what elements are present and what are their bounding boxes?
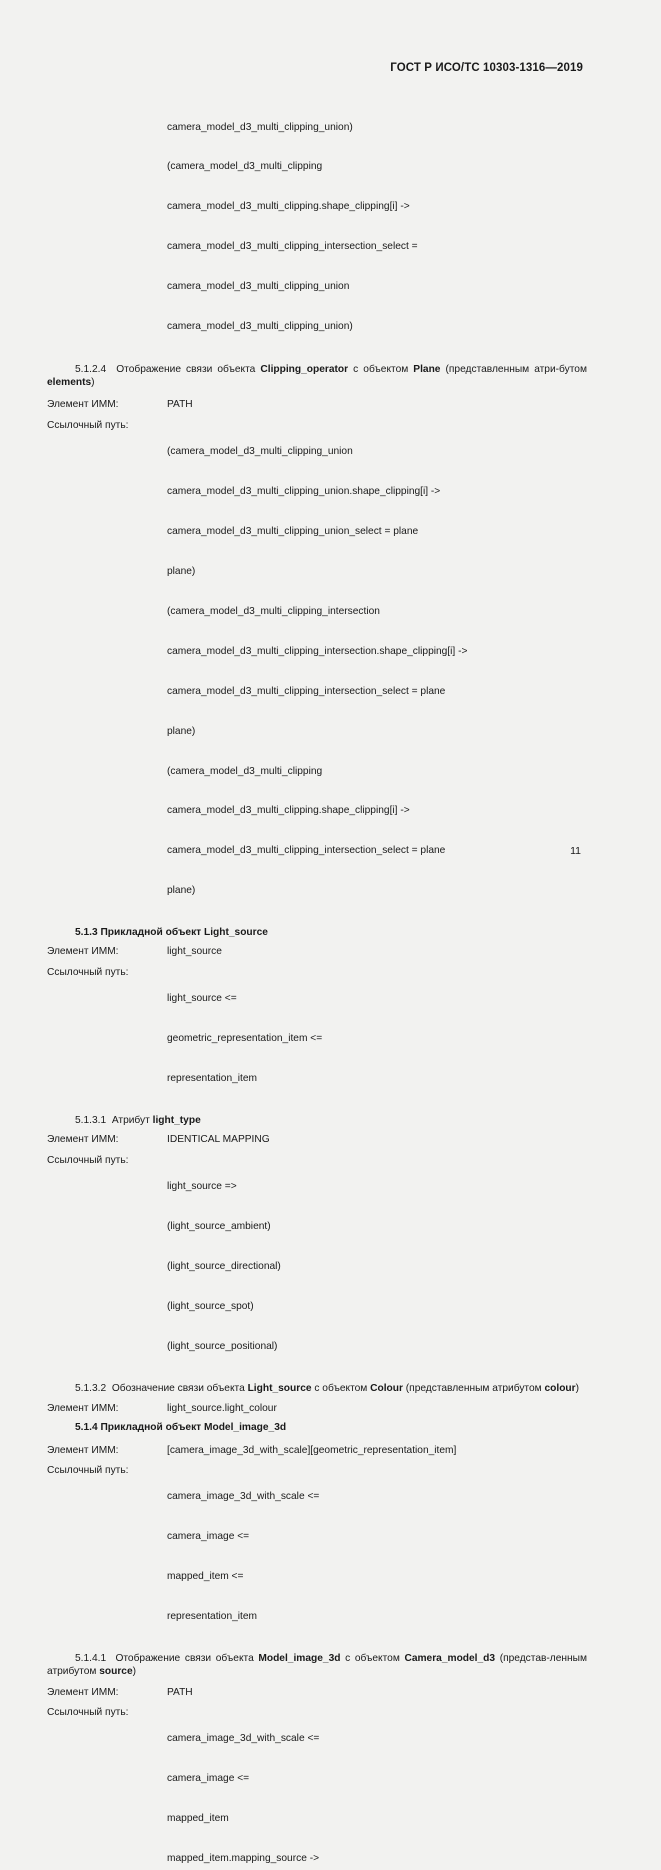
section-number: 5.1.2.4 xyxy=(75,363,107,375)
reference-path-row xyxy=(47,1706,587,1870)
aim-element-value: [camera_image_3d_with_scale][geometric_representation_item] xyxy=(167,1444,457,1456)
reference-path-row xyxy=(47,966,587,1112)
reference-path-value xyxy=(167,1464,587,1650)
reference-path-label: Ссылочный путь: xyxy=(47,419,129,431)
section-5-1-2-4-paragraph xyxy=(47,363,587,390)
reference-path-label: Ссылочный путь: xyxy=(47,1154,129,1166)
code-line: plane) xyxy=(167,885,196,897)
entity-name: Light_source xyxy=(247,1382,312,1394)
aim-element-row xyxy=(47,1133,587,1146)
code-line: camera_image_3d_with_scale <= xyxy=(167,1491,320,1503)
para-text: Отображение связи объекта xyxy=(115,1652,259,1664)
code-line: camera_model_d3_multi_clipping_union.shape_clipping[i] -> xyxy=(167,486,441,498)
code-line: (light_source_spot) xyxy=(167,1300,254,1312)
intro-code-block xyxy=(167,94,587,360)
code-line: camera_model_d3_multi_clipping_intersection_select = plane xyxy=(167,845,446,857)
para-text: Атрибут xyxy=(111,1114,153,1126)
aim-element-value: light_source.light_colour xyxy=(167,1402,277,1414)
code-line: camera_model_d3_multi_clipping.shape_clipping[i] -> xyxy=(167,805,410,817)
code-line: camera_image <= xyxy=(167,1531,250,1543)
attribute-name: elements xyxy=(47,377,92,389)
aim-element-value: PATH xyxy=(167,398,193,410)
code-line: camera_model_d3_multi_clipping_union xyxy=(167,281,350,293)
code-line: camera_model_d3_multi_clipping_union) xyxy=(167,121,353,133)
reference-path-value xyxy=(167,1154,587,1380)
reference-path-label: Ссылочный путь: xyxy=(47,1464,129,1476)
code-line: mapped_item xyxy=(167,1813,229,1825)
para-text: ) xyxy=(575,1382,580,1394)
aim-element-value: PATH xyxy=(167,1686,193,1698)
reference-path-label: Ссылочный путь: xyxy=(47,966,129,978)
section-number: 5.1.3.1 xyxy=(75,1114,107,1126)
attribute-name: source xyxy=(99,1666,133,1678)
reference-path-label: Ссылочный путь: xyxy=(47,1706,129,1718)
section-5-1-3-heading: 5.1.3 Прикладной объект Light_source xyxy=(75,927,268,939)
aim-element-label: Элемент ИММ: xyxy=(47,398,119,410)
aim-element-label: Элемент ИММ: xyxy=(47,1134,119,1146)
aim-element-value: light_source xyxy=(167,946,222,958)
code-line: (light_source_positional) xyxy=(167,1340,278,1352)
code-line: camera_model_d3_multi_clipping.shape_clipping[i] -> xyxy=(167,201,410,213)
attribute-name: colour xyxy=(544,1382,576,1394)
para-text: с объектом xyxy=(311,1382,371,1394)
entity-name: Colour xyxy=(370,1382,403,1394)
document-header: ГОСТ Р ИСО/ТС 10303-1316—2019 xyxy=(390,62,583,74)
code-line: plane) xyxy=(167,566,196,578)
code-line: camera_model_d3_multi_clipping_union_select = plane xyxy=(167,526,419,538)
code-line: mapped_item.mapping_source -> xyxy=(167,1853,320,1865)
reference-path-value xyxy=(167,966,587,1112)
entity-name: Clipping_operator xyxy=(260,363,349,375)
code-line: camera_model_d3_multi_clipping_union) xyxy=(167,321,353,333)
section-5-1-3-2-paragraph xyxy=(47,1382,587,1395)
code-line: mapped_item <= xyxy=(167,1571,244,1583)
section-number: 5.1.3.2 xyxy=(75,1382,107,1394)
entity-name: Plane xyxy=(413,363,441,375)
code-line: geometric_representation_item <= xyxy=(167,1033,323,1045)
para-text: (представленным атрибутом xyxy=(402,1382,545,1394)
para-text: ) xyxy=(132,1666,137,1678)
aim-element-value: IDENTICAL MAPPING xyxy=(167,1134,270,1146)
code-line: camera_image_3d_with_scale <= xyxy=(167,1733,320,1745)
attribute-name: light_type xyxy=(152,1114,201,1126)
code-line: (camera_model_d3_multi_clipping xyxy=(167,765,323,777)
aim-element-label: Элемент ИММ: xyxy=(47,1402,119,1414)
aim-element-label: Элемент ИММ: xyxy=(47,1686,119,1698)
entity-name: Model_image_3d xyxy=(258,1652,341,1664)
code-line: plane) xyxy=(167,725,196,737)
aim-element-row xyxy=(47,1686,587,1699)
aim-element-row xyxy=(47,1402,587,1415)
section-5-1-4-heading: 5.1.4 Прикладной объект Model_image_3d xyxy=(75,1422,287,1434)
aim-element-row xyxy=(47,1444,587,1457)
code-line: representation_item xyxy=(167,1073,258,1085)
section-5-1-4-1-paragraph xyxy=(47,1652,587,1679)
para-text: (представ-ленным атрибутом xyxy=(47,1652,587,1678)
code-line: (light_source_ambient) xyxy=(167,1221,271,1233)
para-text: ) xyxy=(91,377,95,389)
code-line: light_source => xyxy=(167,1181,237,1193)
section-number: 5.1.4.1 xyxy=(75,1652,107,1664)
para-text: с объектом xyxy=(340,1652,405,1664)
section-5-1-3-1-paragraph xyxy=(47,1114,587,1127)
code-line: (light_source_directional) xyxy=(167,1260,281,1272)
code-line: camera_model_d3_multi_clipping_intersection_select = xyxy=(167,241,418,253)
page-content xyxy=(47,94,587,1870)
code-line: camera_model_d3_multi_clipping_intersection.shape_clipping[i] -> xyxy=(167,645,468,657)
para-text: с объектом xyxy=(348,363,414,375)
aim-element-row xyxy=(47,945,587,958)
code-line: camera_image <= xyxy=(167,1773,250,1785)
para-text: Обозначение связи объекта xyxy=(111,1382,248,1394)
page-number: 11 xyxy=(570,845,581,857)
reference-path-row xyxy=(47,419,587,924)
reference-path-row xyxy=(47,1464,587,1650)
code-line: representation_item xyxy=(167,1611,258,1623)
code-line: (camera_model_d3_multi_clipping_union xyxy=(167,446,353,458)
reference-path-row xyxy=(47,1154,587,1380)
code-line: (camera_model_d3_multi_clipping_intersection xyxy=(167,605,380,617)
entity-name: Camera_model_d3 xyxy=(404,1652,496,1664)
code-line: (camera_model_d3_multi_clipping xyxy=(167,161,323,173)
reference-path-value xyxy=(167,419,587,924)
para-text: (представленным атри-бутом xyxy=(440,363,587,375)
para-text: Отображение связи объекта xyxy=(116,363,261,375)
code-line: camera_model_d3_multi_clipping_intersection_select = plane xyxy=(167,685,446,697)
aim-element-label: Элемент ИММ: xyxy=(47,1444,119,1456)
aim-element-row xyxy=(47,398,587,411)
aim-element-label: Элемент ИММ: xyxy=(47,946,119,958)
reference-path-value xyxy=(167,1706,587,1870)
code-line: light_source <= xyxy=(167,993,237,1005)
